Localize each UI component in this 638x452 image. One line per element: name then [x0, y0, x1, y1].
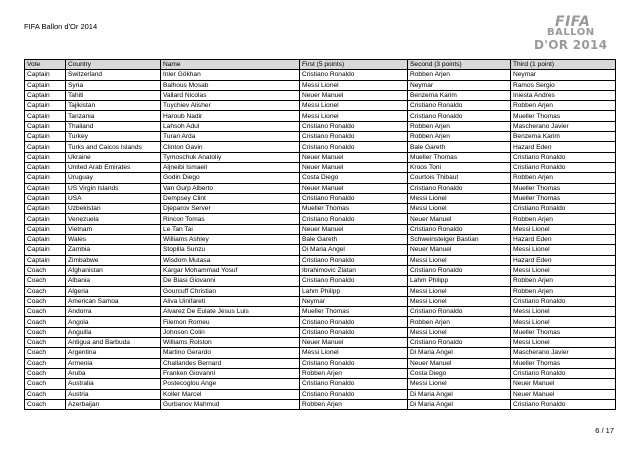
- table-row: [25, 327, 616, 337]
- name-cell: Aliva Uinifareti: [161, 296, 300, 306]
- second-choice-cell: Neuer Manuel: [408, 358, 511, 368]
- country-cell: USA: [66, 193, 161, 203]
- second-choice-cell: Robben Arjen: [408, 70, 511, 80]
- second-choice-cell: Robben Arjen: [408, 121, 511, 131]
- name-cell: Postecoglou Ange: [161, 379, 300, 389]
- table-row: [25, 193, 616, 203]
- first-choice-cell: Cristiano Ronaldo: [300, 276, 408, 286]
- first-choice-cell: Messi Lionel: [300, 348, 408, 358]
- table-row: [25, 348, 616, 358]
- second-choice-cell: Di Maria Angel: [408, 389, 511, 399]
- first-choice-cell: Neuer Manuel: [300, 224, 408, 234]
- name-cell: Tuychiev Alisher: [161, 101, 300, 111]
- third-choice-cell: Robben Arjen: [511, 286, 616, 296]
- name-cell: Van Gurp Alberto: [161, 183, 300, 193]
- country-cell: Turkey: [66, 132, 161, 142]
- name-cell: Haroub Nadir: [161, 111, 300, 121]
- first-choice-cell: Messi Lionel: [300, 80, 408, 90]
- country-cell: Ukraine: [66, 152, 161, 162]
- vote-cell: Captain: [25, 111, 66, 121]
- table-row: [25, 368, 616, 378]
- country-cell: Tahiti: [66, 90, 161, 100]
- vote-cell: Captain: [25, 245, 66, 255]
- country-cell: Syria: [66, 80, 161, 90]
- vote-cell: Captain: [25, 214, 66, 224]
- third-choice-cell: Hazard Eden: [511, 235, 616, 245]
- table-row: [25, 286, 616, 296]
- column-header-second: Second (3 points): [408, 60, 511, 70]
- first-choice-cell: Messi Lionel: [300, 101, 408, 111]
- name-cell: Williams Rolston: [161, 338, 300, 348]
- third-choice-cell: Iniesta Andres: [511, 90, 616, 100]
- first-choice-cell: Neuer Manuel: [300, 152, 408, 162]
- first-choice-cell: Costa Diego: [300, 173, 408, 183]
- name-cell: Martino Gerardo: [161, 348, 300, 358]
- vote-cell: Coach: [25, 368, 66, 378]
- second-choice-cell: Cristiano Ronaldo: [408, 338, 511, 348]
- third-choice-cell: Ramos Sergio: [511, 80, 616, 90]
- country-cell: Albania: [66, 276, 161, 286]
- third-choice-cell: Cristiano Ronaldo: [511, 368, 616, 378]
- second-choice-cell: Neuer Manuel: [408, 245, 511, 255]
- first-choice-cell: Neuer Manuel: [300, 162, 408, 172]
- vote-cell: Captain: [25, 132, 66, 142]
- second-choice-cell: Cristiano Ronaldo: [408, 111, 511, 121]
- first-choice-cell: Messi Lionel: [300, 111, 408, 121]
- second-choice-cell: Neymar: [408, 80, 511, 90]
- country-cell: Andorra: [66, 307, 161, 317]
- first-choice-cell: Cristiano Ronaldo: [300, 132, 408, 142]
- third-choice-cell: Messi Lionel: [511, 307, 616, 317]
- third-choice-cell: Messi Lionel: [511, 338, 616, 348]
- name-cell: Balhous Mosab: [161, 80, 300, 90]
- third-choice-cell: Mueller Thomas: [511, 183, 616, 193]
- first-choice-cell: Cristiano Ronaldo: [300, 193, 408, 203]
- table-row: [25, 80, 616, 90]
- name-cell: Koller Marcel: [161, 389, 300, 399]
- table-row: [25, 389, 616, 399]
- third-choice-cell: Mueller Thomas: [511, 111, 616, 121]
- vote-cell: Coach: [25, 265, 66, 275]
- page-number: 6 / 17: [595, 426, 614, 435]
- vote-cell: Captain: [25, 70, 66, 80]
- table-row: [25, 276, 616, 286]
- name-cell: Clinton Gavin: [161, 142, 300, 152]
- name-cell: Williams Ashley: [161, 235, 300, 245]
- name-cell: Turan Arda: [161, 132, 300, 142]
- country-cell: Uzbekistan: [66, 204, 161, 214]
- second-choice-cell: Cristiano Ronaldo: [408, 224, 511, 234]
- name-cell: Stopilla Sunzu: [161, 245, 300, 255]
- second-choice-cell: Messi Lionel: [408, 286, 511, 296]
- country-cell: Switzerland: [66, 70, 161, 80]
- vote-cell: Coach: [25, 358, 66, 368]
- table-row: [25, 296, 616, 306]
- country-cell: Argentina: [66, 348, 161, 358]
- second-choice-cell: Kroos Toni: [408, 162, 511, 172]
- table-row: [25, 224, 616, 234]
- third-choice-cell: Hazard Eden: [511, 142, 616, 152]
- vote-cell: Coach: [25, 296, 66, 306]
- first-choice-cell: Cristiano Ronaldo: [300, 142, 408, 152]
- table-row: [25, 307, 616, 317]
- country-cell: Azerbaijan: [66, 399, 161, 409]
- third-choice-cell: Mascherano Javier: [511, 348, 616, 358]
- second-choice-cell: Di Maria Angel: [408, 348, 511, 358]
- vote-cell: Coach: [25, 379, 66, 389]
- vote-cell: Coach: [25, 307, 66, 317]
- vote-cell: Captain: [25, 101, 66, 111]
- vote-cell: Coach: [25, 276, 66, 286]
- third-choice-cell: Messi Lionel: [511, 265, 616, 275]
- table-row: [25, 142, 616, 152]
- third-choice-cell: Messi Lionel: [511, 245, 616, 255]
- first-choice-cell: Neymar: [300, 296, 408, 306]
- name-cell: Inler Gökhan: [161, 70, 300, 80]
- third-choice-cell: Cristiano Ronaldo: [511, 399, 616, 409]
- vote-cell: Coach: [25, 348, 66, 358]
- second-choice-cell: Lahm Philipp: [408, 276, 511, 286]
- table-row: [25, 70, 616, 80]
- third-choice-cell: Mascherano Javier: [511, 121, 616, 131]
- vote-cell: Coach: [25, 327, 66, 337]
- first-choice-cell: Di Maria Angel: [300, 245, 408, 255]
- name-cell: Dempsey Clint: [161, 193, 300, 203]
- name-cell: Kargar Mohammad Yosuf: [161, 265, 300, 275]
- third-choice-cell: Hazard Eden: [511, 255, 616, 265]
- country-cell: Antigua and Barbuda: [66, 338, 161, 348]
- name-cell: Djeparov Server: [161, 204, 300, 214]
- third-choice-cell: Cristiano Ronaldo: [511, 162, 616, 172]
- table-row: [25, 173, 616, 183]
- table-row: [25, 235, 616, 245]
- first-choice-cell: Cristiano Ronaldo: [300, 214, 408, 224]
- name-cell: De Biasi Giovanni: [161, 276, 300, 286]
- second-choice-cell: Messi Lionel: [408, 193, 511, 203]
- country-cell: Turks and Caicos Islands: [66, 142, 161, 152]
- country-cell: Wales: [66, 235, 161, 245]
- first-choice-cell: Lahm Philipp: [300, 286, 408, 296]
- vote-cell: Coach: [25, 338, 66, 348]
- vote-cell: Captain: [25, 152, 66, 162]
- vote-cell: Captain: [25, 204, 66, 214]
- table-row: [25, 121, 616, 131]
- first-choice-cell: Cristiano Ronaldo: [300, 327, 408, 337]
- first-choice-cell: Robben Arjen: [300, 399, 408, 409]
- first-choice-cell: Robben Arjen: [300, 368, 408, 378]
- third-choice-cell: Robben Arjen: [511, 101, 616, 111]
- third-choice-cell: Mueller Thomas: [511, 327, 616, 337]
- second-choice-cell: Messi Lionel: [408, 255, 511, 265]
- name-cell: Rincon Tomas: [161, 214, 300, 224]
- table-row: [25, 317, 616, 327]
- table-row: [25, 111, 616, 121]
- country-cell: Uruguay: [66, 173, 161, 183]
- second-choice-cell: Costa Diego: [408, 368, 511, 378]
- first-choice-cell: Neuer Manuel: [300, 90, 408, 100]
- name-cell: Challandes Bernard: [161, 358, 300, 368]
- logo-fifa-text: FIFA: [555, 14, 591, 30]
- country-cell: Australia: [66, 379, 161, 389]
- third-choice-cell: Mueller Thomas: [511, 193, 616, 203]
- third-choice-cell: Mueller Thomas: [511, 358, 616, 368]
- third-choice-cell: Cristiano Ronaldo: [511, 204, 616, 214]
- country-cell: Angola: [66, 317, 161, 327]
- logo-ballon-text: BALLON: [547, 27, 595, 38]
- third-choice-cell: Messi Lionel: [511, 224, 616, 234]
- column-header-first: First (5 points): [300, 60, 408, 70]
- name-cell: Gurbanov Mahmud: [161, 399, 300, 409]
- country-cell: Thailand: [66, 121, 161, 131]
- table-row: [25, 152, 616, 162]
- vote-cell: Coach: [25, 317, 66, 327]
- second-choice-cell: Messi Lionel: [408, 296, 511, 306]
- votes-table: [24, 59, 616, 410]
- name-cell: Johnson Colin: [161, 327, 300, 337]
- first-choice-cell: Cristiano Ronaldo: [300, 317, 408, 327]
- vote-cell: Coach: [25, 286, 66, 296]
- vote-cell: Captain: [25, 80, 66, 90]
- second-choice-cell: Courtois Thibaut: [408, 173, 511, 183]
- country-cell: US Virgin Islands: [66, 183, 161, 193]
- vote-cell: Captain: [25, 183, 66, 193]
- second-choice-cell: Mueller Thomas: [408, 152, 511, 162]
- country-cell: Aruba: [66, 368, 161, 378]
- document-header-title: FIFA Ballon d'Or 2014: [24, 22, 98, 31]
- vote-cell: Captain: [25, 173, 66, 183]
- country-cell: Venezuela: [66, 214, 161, 224]
- country-cell: Austria: [66, 389, 161, 399]
- second-choice-cell: Neuer Manuel: [408, 214, 511, 224]
- column-header-vote: Vote: [25, 60, 66, 70]
- third-choice-cell: Cristiano Ronaldo: [511, 152, 616, 162]
- third-choice-cell: Robben Arjen: [511, 276, 616, 286]
- first-choice-cell: Ibrahimovic Zlatan: [300, 265, 408, 275]
- country-cell: Algeria: [66, 286, 161, 296]
- first-choice-cell: Bale Gareth: [300, 235, 408, 245]
- vote-cell: Captain: [25, 193, 66, 203]
- column-header-country: Country: [66, 60, 161, 70]
- country-cell: Anguilla: [66, 327, 161, 337]
- vote-cell: Captain: [25, 142, 66, 152]
- country-cell: Afghanistan: [66, 265, 161, 275]
- name-cell: Wisdom Mutasa: [161, 255, 300, 265]
- table-row: [25, 204, 616, 214]
- table-row: [25, 214, 616, 224]
- column-header-name: Name: [161, 60, 300, 70]
- second-choice-cell: Di Maria Angel: [408, 399, 511, 409]
- vote-cell: Coach: [25, 399, 66, 409]
- third-choice-cell: Neuer Manuel: [511, 379, 616, 389]
- second-choice-cell: Messi Lionel: [408, 327, 511, 337]
- vote-cell: Captain: [25, 255, 66, 265]
- vote-cell: Captain: [25, 121, 66, 131]
- table-row: [25, 132, 616, 142]
- first-choice-cell: Cristiano Ronaldo: [300, 70, 408, 80]
- first-choice-cell: Mueller Thomas: [300, 307, 408, 317]
- second-choice-cell: Messi Lionel: [408, 204, 511, 214]
- country-cell: Zambia: [66, 245, 161, 255]
- second-choice-cell: Cristiano Ronaldo: [408, 265, 511, 275]
- first-choice-cell: Cristiano Ronaldo: [300, 389, 408, 399]
- first-choice-cell: Cristiano Ronaldo: [300, 255, 408, 265]
- first-choice-cell: Mueller Thomas: [300, 204, 408, 214]
- country-cell: Armenia: [66, 358, 161, 368]
- second-choice-cell: Bale Gareth: [408, 142, 511, 152]
- first-choice-cell: Cristiano Ronaldo: [300, 379, 408, 389]
- table-row: [25, 358, 616, 368]
- country-cell: Tanzania: [66, 111, 161, 121]
- logo-dor-text: D'OR 2014: [534, 38, 608, 52]
- table-header-row: [25, 60, 616, 70]
- table-row: [25, 101, 616, 111]
- name-cell: Gourcuff Christian: [161, 286, 300, 296]
- vote-cell: Captain: [25, 162, 66, 172]
- table-row: [25, 245, 616, 255]
- second-choice-cell: Robben Arjen: [408, 132, 511, 142]
- third-choice-cell: Robben Arjen: [511, 214, 616, 224]
- first-choice-cell: Cristiano Ronaldo: [300, 121, 408, 131]
- third-choice-cell: Benzema Karim: [511, 132, 616, 142]
- country-cell: American Samoa: [66, 296, 161, 306]
- table-row: [25, 255, 616, 265]
- name-cell: Lahsoh Adul: [161, 121, 300, 131]
- vote-cell: Captain: [25, 224, 66, 234]
- table-row: [25, 399, 616, 409]
- fifa-ballon-dor-logo: [533, 14, 617, 54]
- table-row: [25, 183, 616, 193]
- country-cell: United Arab Emirates: [66, 162, 161, 172]
- country-cell: Zimbabwe: [66, 255, 161, 265]
- country-cell: Tajikistan: [66, 101, 161, 111]
- table-row: [25, 379, 616, 389]
- name-cell: Tymoschuk Anatoliy: [161, 152, 300, 162]
- first-choice-cell: Neuer Manuel: [300, 338, 408, 348]
- name-cell: Filemon Romeu: [161, 317, 300, 327]
- first-choice-cell: Cristiano Ronaldo: [300, 358, 408, 368]
- table-row: [25, 162, 616, 172]
- vote-cell: Captain: [25, 90, 66, 100]
- third-choice-cell: Neymar: [511, 70, 616, 80]
- third-choice-cell: Robben Arjen: [511, 173, 616, 183]
- name-cell: Le Tan Tai: [161, 224, 300, 234]
- second-choice-cell: Benzema Karim: [408, 90, 511, 100]
- third-choice-cell: Cristiano Ronaldo: [511, 296, 616, 306]
- second-choice-cell: Cristiano Ronaldo: [408, 183, 511, 193]
- name-cell: Franken Giovanni: [161, 368, 300, 378]
- table-row: [25, 265, 616, 275]
- third-choice-cell: Messi Lionel: [511, 317, 616, 327]
- column-header-third: Third (1 point): [511, 60, 616, 70]
- first-choice-cell: Neuer Manuel: [300, 183, 408, 193]
- table-row: [25, 338, 616, 348]
- second-choice-cell: Cristiano Ronaldo: [408, 307, 511, 317]
- second-choice-cell: Cristiano Ronaldo: [408, 101, 511, 111]
- country-cell: Vietnam: [66, 224, 161, 234]
- table-body: [25, 70, 616, 410]
- name-cell: Aljneibi Ismaeil: [161, 162, 300, 172]
- third-choice-cell: Neuer Manuel: [511, 389, 616, 399]
- second-choice-cell: Robben Arjen: [408, 317, 511, 327]
- name-cell: Vallard Nicolas: [161, 90, 300, 100]
- vote-cell: Captain: [25, 235, 66, 245]
- second-choice-cell: Schweinsteiger Bastian: [408, 235, 511, 245]
- name-cell: Alvarez De Eulate Jesus Luis: [161, 307, 300, 317]
- name-cell: Godin Diego: [161, 173, 300, 183]
- second-choice-cell: Messi Lionel: [408, 379, 511, 389]
- table-row: [25, 90, 616, 100]
- vote-cell: Coach: [25, 389, 66, 399]
